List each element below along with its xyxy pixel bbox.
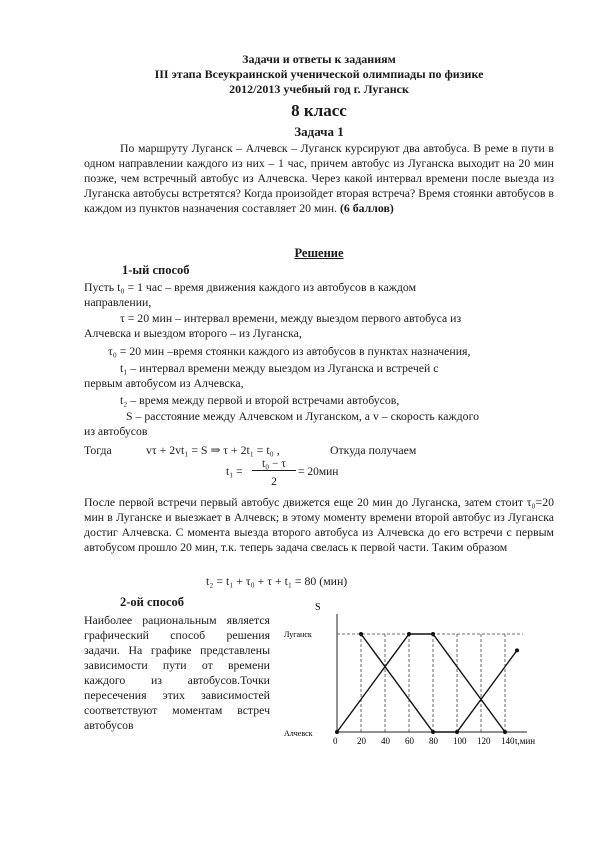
header-line2: III этапа Всеукраинской ученической олимпиады по физике (154, 67, 484, 81)
m1-line-4: τ₀ = 20 мин –время стоянки каждого из автобусов в пунктах назначения, (108, 344, 471, 358)
then-label: Тогда (84, 443, 112, 457)
m1-line-0: Пусть t₀ = 1 час – время движения каждого из автобусов в каждом (84, 280, 417, 294)
m1-line-1: направлении, (84, 295, 152, 309)
solution-title: Решение (294, 246, 344, 260)
m1-line-9: из автобусов (84, 424, 148, 438)
problem-text (84, 141, 554, 216)
y-label-lugansk: Луганск (284, 630, 312, 639)
y-label-alchevsk: Алчевск (284, 729, 313, 738)
x-tick-label: 0 (333, 736, 338, 746)
x-tick-label: 60 (405, 736, 414, 746)
x-tick-label: 140 (501, 736, 515, 746)
task-title: Задача 1 (294, 124, 344, 139)
y-axis-label: S (315, 602, 321, 613)
equation-2-rhs: = 20мин (298, 466, 339, 478)
equation-1-tail: Откуда получаем (330, 443, 417, 457)
m1-line-3: Алчевска и выездом второго – из Луганска, (84, 326, 302, 340)
equation-2-lhs: t₁ = (226, 466, 243, 478)
m1-line-2: τ = 20 мин – интервал времени, между выездом первого автобуса из (120, 311, 462, 325)
grade-title: 8 класс (291, 101, 347, 120)
chart-layer (333, 614, 527, 746)
bus-1-point (335, 730, 339, 734)
method2-title: 2-ой способ (120, 595, 185, 609)
bus-2-point (359, 632, 363, 636)
header-line1: Задачи и ответы к заданиям (242, 52, 396, 66)
header-line3: 2012/2013 учебный год г. Луганск (229, 82, 409, 96)
problem-body: По маршруту Луганск – Алчевск – Луганск курсируют два автобуса. В реме в пути в одном направлении каждого из них – 1 час, причем автобус из Луганска выходит на 20 мин позже, чем встречный автобус из Алчевска. Через какой интервал времени после выезда из Луганска автобусы встретятся? Когда произойдет вторая встреча? Время стоянки автобусов в каждом из пунктов назначения составляет 20 мин. (84, 141, 554, 215)
x-axis-label: t,мин (515, 736, 536, 746)
m1-line-6: первым автобусом из Алчевска, (84, 376, 244, 390)
x-tick-label: 20 (357, 736, 366, 746)
method2-text: Наиболее рациональным является графический способ решения задачи. На графике представлены зависимости пути от времени каждого из автобусов.Точки пересечения этих зависимостей соответствуют моментам встреч автобусов (84, 613, 270, 732)
equation-2-numerator: t₀ − τ (252, 458, 296, 471)
x-tick-label: 80 (429, 736, 438, 746)
problem-points: (6 баллов) (339, 201, 394, 215)
bus-1-path (337, 634, 505, 732)
x-tick-label: 100 (453, 736, 467, 746)
equation-2-denominator: 2 (271, 476, 277, 488)
bus-2-point (515, 648, 519, 652)
m1-line-7: t₂ – время между первой и второй встречами автобусов, (120, 393, 400, 407)
m1-line-8: S – расстояние между Алчевском и Луганском, а v – скорость каждого (126, 409, 480, 423)
bus-1-point (407, 632, 411, 636)
method1-title: 1-ый способ (122, 263, 190, 277)
m1-line-5: t₁ – интервал времени между выездом из Луганска и встречей с (120, 361, 439, 375)
x-tick-label: 40 (381, 736, 390, 746)
bus-1-point (431, 632, 435, 636)
equation-3: t₂ = t₁ + τ₀ + τ + t₁ = 80 (мин) (206, 574, 348, 588)
after-text: После первой встречи первый автобус движется еще 20 мин до Луганска, затем стоит τ₀=20 мин в Луганске и выезжает в Алчевск; в этому моменту времени второй автобус из Луганска достиг Алчевска. С момента выезда второго автобуса из Алчевска до его встречи с первым автобусом прошло 20 мин, т.к. теперь задача свелась к первой части. Таким образом (84, 495, 554, 554)
x-tick-label: 120 (477, 736, 491, 746)
graph (282, 596, 552, 746)
equation-1: vτ + 2vt₁ = S ⇒ τ + 2t₁ = t₀ , (146, 443, 280, 457)
bus-2-point (431, 730, 435, 734)
bus-2-point (455, 730, 459, 734)
bus-1-point (503, 730, 507, 734)
